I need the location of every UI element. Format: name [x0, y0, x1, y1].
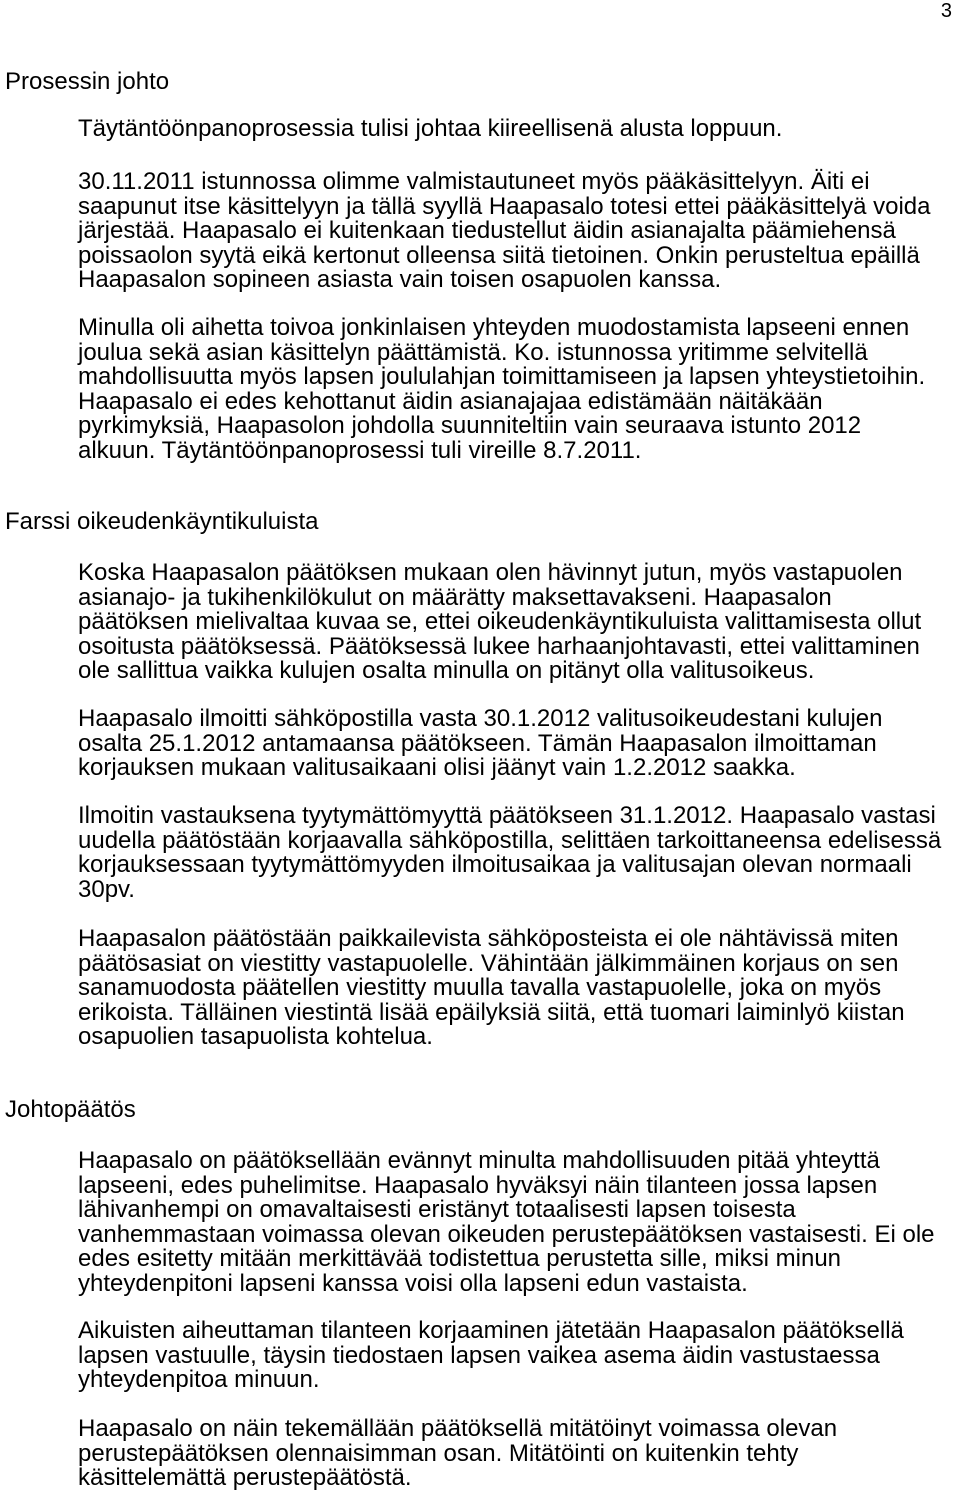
text-line: järjestää. Haapasalo ei kuitenkaan tiedustellut äidin asianajalta päämiehensä [78, 217, 896, 244]
text-line: yhteydenpitoni lapseni kanssa voisi olla lapseni edun vastaista. [78, 1269, 748, 1297]
text-line: uudella päätöstään korjaavalla sähköpostilla, selittäen tarkoittaneensa edelisessä [78, 826, 942, 854]
text-line: Haapasalon sopineen asiasta vain toisen osapuolen kanssa. [78, 266, 722, 293]
text-line: ole sallittua vaikka kulujen osalta minulla on pitänyt olla valitusoikeus. [78, 657, 815, 684]
text-line: vanhemmastaan voimassa olevan oikeuden perustepäätöksen vastaisesti. Ei ole [78, 1220, 935, 1248]
text-line: Täytäntöönpanoprosessia tulisi johtaa kiireellisenä alusta loppuun. [78, 115, 783, 142]
text-line: erikoista. Tälläinen viestintä lisää epäilyksiä siitä, että tuomari laiminlyö kiistan [78, 998, 905, 1026]
text-line: osoitusta päätöksessä. Päätöksessä lukee harhaanjohtavasti, ettei valittaminen [78, 632, 920, 660]
paragraph [78, 1149, 935, 1296]
paragraph [78, 316, 925, 463]
text-line: päätösasiat on viestitty vastapuolelle. Vähintään jälkimmäinen korjaus on sen [78, 949, 899, 977]
paragraph [78, 1417, 837, 1491]
text-line: 30pv. [78, 875, 135, 903]
text-line: korjauksessaan tyytymättömyyden ilmoitusaikaa ja valitusajan olevan normaali [78, 851, 912, 878]
text-line: päätöksen mielivaltaa kuvaa se, ettei oikeudenkäyntikuluista valittamisesta ollut [78, 608, 922, 635]
paragraph [78, 1319, 904, 1393]
text-line: edes esitetty mitään merkittävää todistettua perustetta sille, miksi minun [78, 1245, 842, 1272]
text-line: käsittelemättä perustepäätöstä. [78, 1464, 412, 1491]
text-line: poissaolon syytä eikä kertonut olleensa siitä tietoinen. Onkin perusteltua epäillä [78, 241, 920, 269]
paragraph [78, 561, 921, 684]
section-heading-prosessin-johto: Prosessin johto [5, 68, 170, 95]
paragraph [78, 170, 930, 293]
text-line: 30.11.2011 istunnossa olimme valmistautuneet myös pääkäsittelyyn. Äiti ei [78, 168, 870, 195]
text-line: joulua sekä asian käsittelyn päättämistä. Ko. istunnossa yritimme selvitellä [78, 338, 868, 366]
text-line: Haapasalo on päätöksellään evännyt minulta mahdollisuuden pitää yhteyttä [78, 1147, 880, 1174]
text-line: lähivanhempi on omavaltaisesti eristänyt totaalisesti lapsen toisesta [78, 1196, 796, 1223]
page-number: 3 [940, 0, 952, 22]
text-line: Aikuisten aiheuttaman tilanteen korjaaminen jätetään Haapasalon päätöksellä [78, 1317, 904, 1344]
text-line: Koska Haapasalon päätöksen mukaan olen hävinnyt jutun, myös vastapuolen [78, 559, 903, 586]
text-line: Haapasalo ei edes kehottanut äidin asianajajaa edistämään näitäkään [78, 387, 823, 415]
text-line: alkuun. Täytäntöönpanoprosessi tuli vireille 8.7.2011. [78, 436, 642, 464]
section-heading-farssi-oikeudenkayntikuluista: Farssi oikeudenkäyntikuluista [5, 508, 319, 535]
paragraph [78, 927, 905, 1050]
paragraph [78, 804, 941, 902]
text-line: lapseeni, edes puhelimitse. Haapasalo hyväksyi näin tilanteen jossa lapsen [78, 1171, 878, 1199]
section-heading-johtopaatos: Johtopäätös [5, 1096, 136, 1123]
text-line: Minulla oli aihetta toivoa jonkinlaisen yhteyden muodostamista lapseeni ennen [78, 314, 910, 341]
text-line: Haapasalo ilmoitti sähköpostilla vasta 30.1.2012 valitusoikeudestani kulujen [78, 705, 883, 732]
text-line: Haapasalon päätöstään paikkailevista sähköposteista ei ole nähtävissä miten [78, 925, 899, 952]
text-line: korjauksen mukaan valitusaikaani olisi jäänyt vain 1.2.2012 saakka. [78, 754, 796, 781]
text-line: yhteydenpitoa minuun. [78, 1366, 320, 1393]
text-line: pyrkimyksiä, Haapasolon johdolla suunniteltiin vain seuraava istunto 2012 [78, 412, 862, 439]
text-line: osalta 25.1.2012 antamaansa päätökseen. Tämän Haapasalon ilmoittaman [78, 729, 877, 757]
text-line: lapsen vastuulle, täysin tiedostaen lapsen vaikea asema äidin vastustaessa [78, 1341, 880, 1369]
text-line: Ilmoitin vastauksena tyytymättömyyttä päätökseen 31.1.2012. Haapasalo vastasi [78, 802, 936, 829]
text-line: sanamuodosta päätellen viestitty muulla tavalla vastapuolelle, joka on myös [78, 974, 882, 1001]
text-line: saapunut itse käsittelyyn ja tällä syyllä Haapasalo totesi ettei pääkäsittelyä voida [78, 192, 931, 220]
paragraph [78, 707, 883, 781]
text-line: Haapasalo on näin tekemällään päätöksellä mitätöinyt voimassa olevan [78, 1415, 838, 1442]
paragraph [78, 117, 782, 142]
text-line: perustepäätöksen olennaisimman osan. Mitätöinti on kuitenkin tehty [78, 1439, 799, 1467]
text-line: mahdollisuutta myös lapsen joululahjan toimittamiseen ja lapsen yhteystietoihin. [78, 363, 926, 390]
text-line: osapuolien tasapuolista kohtelua. [78, 1023, 433, 1050]
text-line: asianajo- ja tukihenkilökulut on määrätty maksettavakseni. Haapasalon [78, 583, 832, 611]
